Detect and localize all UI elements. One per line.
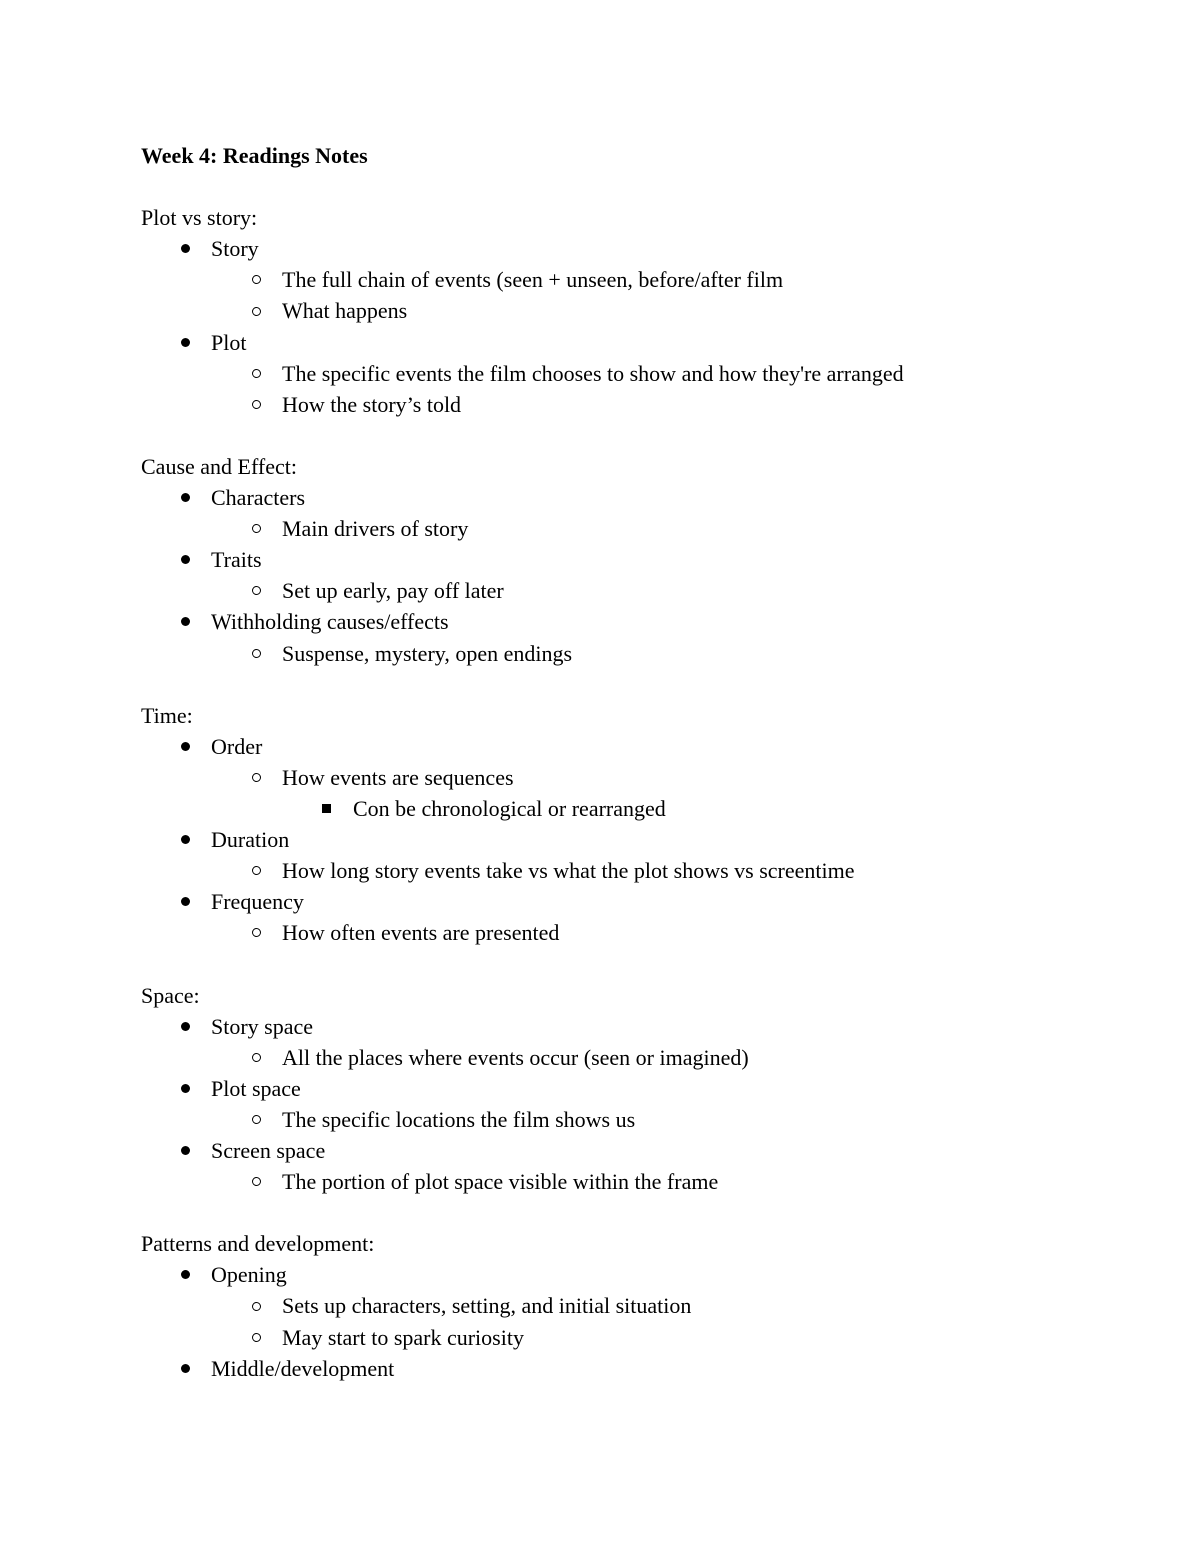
list-item-row xyxy=(141,606,1141,637)
list-item-text: How long story events take vs what the plot shows vs screentime xyxy=(282,858,855,884)
bullet-dot-icon-shape xyxy=(181,742,190,751)
list-item-text: The specific events the film chooses to show and how they're arranged xyxy=(282,360,904,386)
section-heading: Cause and Effect: xyxy=(141,453,297,479)
list-item xyxy=(141,327,1141,420)
list-item-row xyxy=(141,731,1141,762)
bullet-list-level-2 xyxy=(141,1290,1141,1352)
list-item-row xyxy=(141,327,1141,358)
bullet-circle-icon xyxy=(249,264,263,295)
bullet-circle-icon xyxy=(249,1042,263,1073)
list-item xyxy=(141,1290,1141,1321)
list-item xyxy=(141,295,1141,326)
list-item-row xyxy=(141,1011,1141,1042)
list-item xyxy=(141,793,1141,824)
bullet-square-icon-shape xyxy=(322,804,331,813)
notes-section xyxy=(141,980,1141,1198)
list-item xyxy=(141,606,1141,668)
list-item xyxy=(141,544,1141,606)
list-item-row xyxy=(141,1104,1141,1135)
bullet-dot-icon xyxy=(178,233,192,264)
bullet-list-level-2 xyxy=(141,1166,1141,1197)
bullet-square-icon xyxy=(319,793,333,824)
list-item-row xyxy=(141,1135,1141,1166)
bullet-circle-icon xyxy=(249,762,263,793)
blank-line xyxy=(141,420,1141,451)
list-item-text: Suspense, mystery, open endings xyxy=(282,640,573,666)
list-item-text: Characters xyxy=(211,485,306,511)
bullet-circle-icon-shape xyxy=(252,1115,261,1124)
list-item-row xyxy=(141,295,1141,326)
list-item-text: Frequency xyxy=(211,889,304,915)
bullet-list-level-2 xyxy=(141,513,1141,544)
document-page xyxy=(141,140,1141,1384)
list-item-row xyxy=(141,886,1141,917)
list-item xyxy=(141,1104,1141,1135)
list-item-text: Set up early, pay off later xyxy=(282,578,504,604)
list-item-row xyxy=(141,762,1141,793)
list-item-row xyxy=(141,1042,1141,1073)
list-item-text: Opening xyxy=(211,1262,287,1288)
list-item-row xyxy=(141,358,1141,389)
bullet-list-level-2 xyxy=(141,1104,1141,1135)
bullet-circle-icon-shape xyxy=(252,649,261,658)
bullet-circle-icon-shape xyxy=(252,1053,261,1062)
list-item xyxy=(141,358,1141,389)
list-item-row xyxy=(141,513,1141,544)
bullet-dot-icon-shape xyxy=(181,1084,190,1093)
bullet-list-level-1 xyxy=(141,1259,1141,1383)
list-item-row xyxy=(141,482,1141,513)
blank-line xyxy=(141,948,1141,979)
bullet-list-level-2 xyxy=(141,855,1141,886)
list-item-text: How events are sequences xyxy=(282,764,514,790)
bullet-dot-icon-shape xyxy=(181,1146,190,1155)
bullet-dot-icon xyxy=(178,886,192,917)
bullet-circle-icon-shape xyxy=(252,866,261,875)
bullet-dot-icon xyxy=(178,824,192,855)
list-item-text: Screen space xyxy=(211,1138,326,1163)
bullet-circle-icon xyxy=(249,295,263,326)
list-item-row xyxy=(141,793,1141,824)
bullet-list-level-2 xyxy=(141,762,1141,824)
bullet-dot-icon xyxy=(178,482,192,513)
list-item-row xyxy=(141,389,1141,420)
notes-section xyxy=(141,700,1141,949)
list-item-text: Withholding causes/effects xyxy=(211,609,449,635)
list-item-row xyxy=(141,264,1141,295)
bullet-circle-icon xyxy=(249,575,263,606)
bullet-dot-icon-shape xyxy=(181,1022,190,1031)
list-item xyxy=(141,855,1141,886)
section-heading: Space: xyxy=(141,982,200,1008)
bullet-list-level-2 xyxy=(141,264,1141,326)
bullet-circle-icon-shape xyxy=(252,275,261,284)
bullet-circle-icon xyxy=(249,513,263,544)
list-item-row xyxy=(141,1073,1141,1104)
notes-section xyxy=(141,202,1141,420)
list-item-text: The full chain of events (seen + unseen, before/after film xyxy=(282,267,784,293)
bullet-list-level-3 xyxy=(141,793,1141,824)
bullet-circle-icon xyxy=(249,1290,263,1321)
bullet-circle-icon-shape xyxy=(252,369,261,378)
list-item xyxy=(141,482,1141,544)
list-item xyxy=(141,1135,1141,1197)
bullet-dot-icon-shape xyxy=(181,1270,190,1279)
list-item xyxy=(141,513,1141,544)
list-item-row xyxy=(141,855,1141,886)
list-item xyxy=(141,731,1141,824)
bullet-list-level-2 xyxy=(141,575,1141,606)
bullet-circle-icon-shape xyxy=(252,586,261,595)
list-item-row xyxy=(141,1290,1141,1321)
list-item-text: Middle/development xyxy=(211,1355,395,1381)
list-item-text: Duration xyxy=(211,827,290,853)
bullet-circle-icon xyxy=(249,1104,263,1135)
bullet-circle-icon-shape xyxy=(252,307,261,316)
section-heading: Patterns and development: xyxy=(141,1231,375,1257)
list-item xyxy=(141,1166,1141,1197)
list-item-row xyxy=(141,824,1141,855)
bullet-dot-icon-shape xyxy=(181,617,190,626)
list-item-row xyxy=(141,1259,1141,1290)
list-item xyxy=(141,264,1141,295)
bullet-list-level-2 xyxy=(141,917,1141,948)
section-heading: Time: xyxy=(141,702,193,728)
bullet-list-level-1 xyxy=(141,1011,1141,1198)
blank-line xyxy=(141,171,1141,202)
list-item xyxy=(141,917,1141,948)
bullet-list-level-2 xyxy=(141,1042,1141,1073)
bullet-dot-icon xyxy=(178,731,192,762)
bullet-circle-icon xyxy=(249,855,263,886)
bullet-circle-icon-shape xyxy=(252,1302,261,1311)
bullet-dot-icon-shape xyxy=(181,1364,190,1373)
list-item-text: The portion of plot space visible within the frame xyxy=(282,1169,719,1195)
list-item-text: Traits xyxy=(211,547,262,573)
list-item-text: Order xyxy=(211,733,263,759)
list-item xyxy=(141,233,1141,326)
blank-line xyxy=(141,1197,1141,1228)
bullet-circle-icon-shape xyxy=(252,773,261,782)
notes-section xyxy=(141,1228,1141,1383)
bullet-circle-icon xyxy=(249,389,263,420)
bullet-dot-icon-shape xyxy=(181,555,190,564)
bullet-list-level-2 xyxy=(141,358,1141,420)
list-item-row xyxy=(141,1166,1141,1197)
list-item-text: The specific locations the film shows us xyxy=(282,1106,636,1132)
list-item xyxy=(141,1073,1141,1135)
list-item xyxy=(141,1011,1141,1073)
list-item-text: How often events are presented xyxy=(282,920,560,946)
bullet-dot-icon-shape xyxy=(181,493,190,502)
section-heading: Plot vs story: xyxy=(141,205,258,231)
list-item xyxy=(141,762,1141,824)
bullet-circle-icon xyxy=(249,1166,263,1197)
list-item xyxy=(141,575,1141,606)
list-item-text: All the places where events occur (seen or imagined) xyxy=(282,1044,749,1070)
list-item xyxy=(141,1042,1141,1073)
bullet-circle-icon-shape xyxy=(252,524,261,533)
bullet-dot-icon xyxy=(178,327,192,358)
bullet-circle-icon-shape xyxy=(252,1177,261,1186)
list-item-text: Sets up characters, setting, and initial situation xyxy=(282,1293,692,1319)
list-item-row xyxy=(141,575,1141,606)
bullet-dot-icon xyxy=(178,544,192,575)
bullet-dot-icon xyxy=(178,1259,192,1290)
bullet-circle-icon-shape xyxy=(252,400,261,409)
list-item-row xyxy=(141,917,1141,948)
bullet-dot-icon-shape xyxy=(181,897,190,906)
bullet-circle-icon-shape xyxy=(252,1333,261,1342)
bullet-list-level-1 xyxy=(141,233,1141,420)
bullet-dot-icon-shape xyxy=(181,835,190,844)
bullet-dot-icon xyxy=(178,606,192,637)
bullet-dot-icon xyxy=(178,1135,192,1166)
list-item xyxy=(141,824,1141,886)
list-item xyxy=(141,1322,1141,1353)
document-body xyxy=(141,171,1141,1384)
blank-line xyxy=(141,669,1141,700)
list-item xyxy=(141,389,1141,420)
bullet-dot-icon-shape xyxy=(181,338,190,347)
list-item-row xyxy=(141,233,1141,264)
bullet-list-level-1 xyxy=(141,731,1141,949)
list-item-row xyxy=(141,1353,1141,1384)
bullet-circle-icon xyxy=(249,1322,263,1353)
document-title: Week 4: Readings Notes xyxy=(141,143,368,168)
list-item-text: How the story’s told xyxy=(282,391,462,417)
bullet-circle-icon xyxy=(249,358,263,389)
list-item-text: Con be chronological or rearranged xyxy=(353,795,666,821)
list-item-row xyxy=(141,544,1141,575)
list-item-row xyxy=(141,1322,1141,1353)
list-item-text: Plot space xyxy=(211,1075,301,1101)
bullet-dot-icon xyxy=(178,1011,192,1042)
notes-section xyxy=(141,451,1141,669)
list-item-text: Main drivers of story xyxy=(282,516,469,542)
bullet-list-level-1 xyxy=(141,482,1141,669)
bullet-circle-icon xyxy=(249,917,263,948)
list-item xyxy=(141,886,1141,948)
list-item-text: May start to spark curiosity xyxy=(282,1324,524,1350)
bullet-dot-icon xyxy=(178,1353,192,1384)
bullet-circle-icon-shape xyxy=(252,928,261,937)
list-item xyxy=(141,1353,1141,1384)
bullet-dot-icon xyxy=(178,1073,192,1104)
bullet-circle-icon xyxy=(249,638,263,669)
list-item xyxy=(141,1259,1141,1352)
bullet-list-level-2 xyxy=(141,638,1141,669)
list-item-text: Story xyxy=(211,236,259,262)
list-item-text: Story space xyxy=(211,1013,314,1039)
list-item-row xyxy=(141,638,1141,669)
bullet-dot-icon-shape xyxy=(181,244,190,253)
list-item xyxy=(141,638,1141,669)
list-item-text: Plot xyxy=(211,329,247,355)
list-item-text: What happens xyxy=(282,298,408,324)
